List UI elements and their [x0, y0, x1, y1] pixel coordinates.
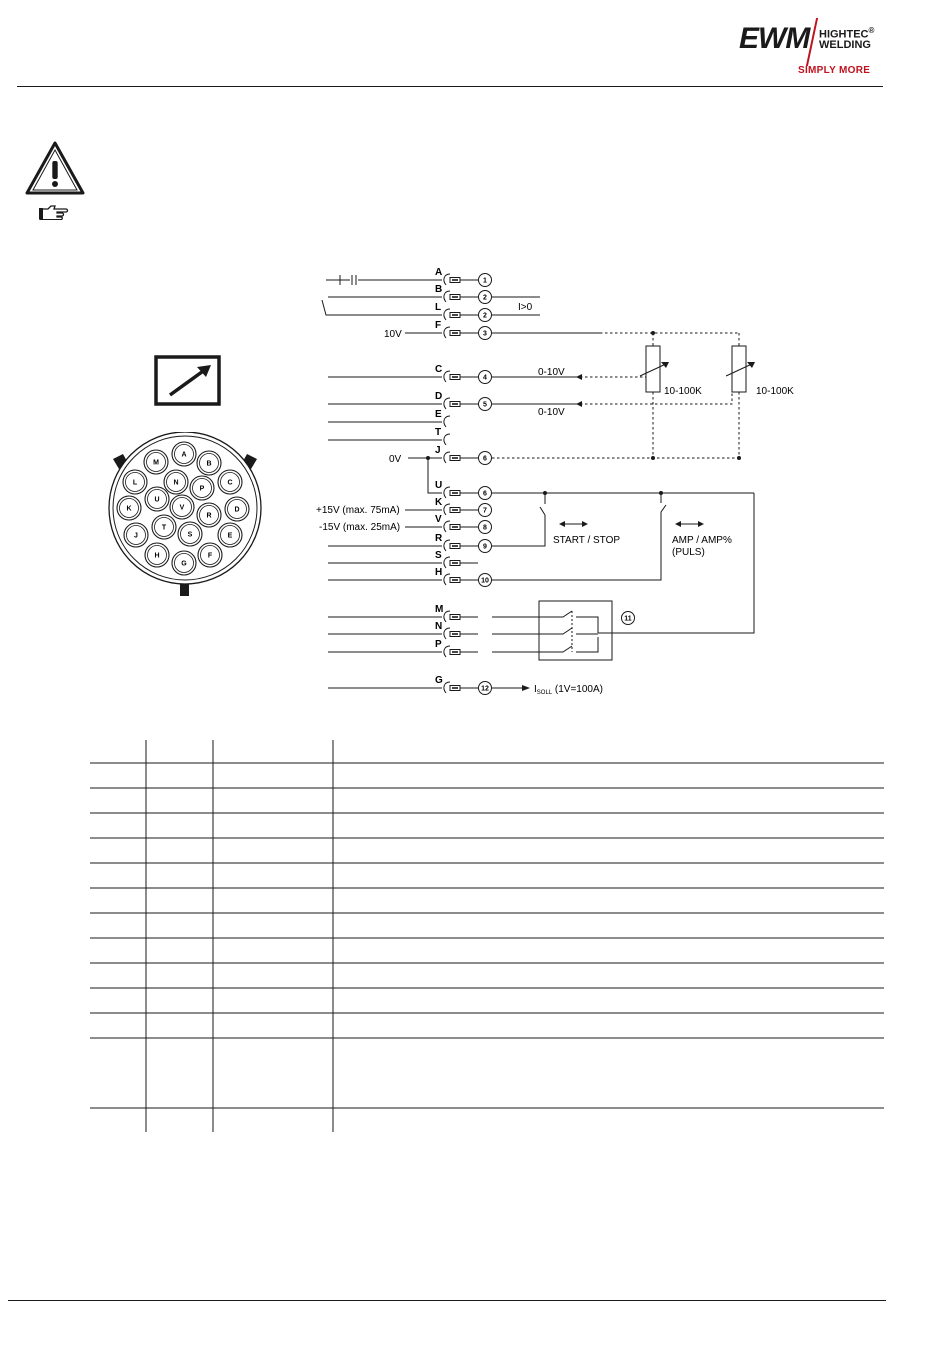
socket-pin-label: L	[132, 479, 138, 487]
label-start-stop: START / STOP	[553, 535, 621, 546]
schematic-pin-p	[435, 639, 478, 657]
schematic-pin-h	[435, 567, 478, 585]
socket-pin-label: J	[134, 532, 138, 540]
terminal-number-7	[479, 504, 492, 517]
terminal-number-label: 7	[483, 507, 487, 515]
logo-hightec: HIGHTEC®	[819, 26, 875, 41]
pointing-hand-icon	[38, 204, 70, 220]
schematic-pin-letter: P	[435, 639, 442, 650]
terminal-number-8	[479, 521, 492, 534]
schematic-pin-letter: T	[435, 427, 442, 438]
terminal-number-10	[479, 574, 492, 587]
socket-pin-label: P	[199, 485, 205, 493]
schematic-pin-letter: M	[435, 604, 444, 615]
socket-pin-label: M	[153, 459, 159, 467]
terminal-number-12	[479, 682, 492, 695]
label-10v: 10V	[384, 329, 402, 340]
footer-rule	[8, 1300, 886, 1301]
schematic-pin-s	[435, 550, 478, 568]
schematic-pin-letter: V	[435, 514, 442, 525]
terminal-number-label: 5	[483, 401, 487, 409]
terminal-number-label: 11	[624, 615, 632, 623]
socket-pin-label: F	[207, 552, 213, 560]
terminal-number-label: 10	[481, 577, 489, 585]
remote-control-arrow-icon	[154, 355, 222, 407]
schematic-pin-letter: B	[435, 284, 443, 295]
terminal-number-label: 6	[483, 490, 487, 498]
schematic-pin-k	[435, 497, 478, 515]
socket-pin-label: S	[187, 531, 193, 539]
socket-pin-d	[225, 497, 249, 521]
socket-pin-k	[117, 496, 141, 520]
socket-pin-f	[198, 543, 222, 567]
socket-19pin	[105, 432, 265, 598]
schematic-pin-f	[435, 320, 478, 338]
schematic-pin-letter: D	[435, 391, 443, 402]
terminal-number-label: 2	[483, 294, 487, 302]
socket-pin-t	[152, 515, 176, 539]
wiring-schematic	[300, 262, 820, 702]
schematic-pin-letter: G	[435, 675, 443, 686]
schematic-pin-c	[435, 364, 478, 382]
label-0v: 0V	[389, 454, 402, 465]
schematic-pin-r	[435, 533, 478, 551]
schematic-pin-l	[435, 302, 478, 320]
socket-pin-label: B	[206, 460, 212, 468]
terminal-number-6	[479, 487, 492, 500]
socket-pin-u	[145, 487, 169, 511]
schematic-pin-letter: C	[435, 364, 443, 375]
label-pot-1: 10-100K	[664, 386, 702, 397]
schematic-pin-j	[435, 445, 478, 463]
schematic-pin-letter: N	[435, 621, 443, 632]
label-pot-2: 10-100K	[756, 386, 794, 397]
schematic-pin-letter: F	[435, 320, 442, 331]
socket-pin-label: K	[126, 505, 132, 513]
socket-pin-s	[178, 522, 202, 546]
schematic-pin-v	[435, 514, 478, 532]
terminal-number-1	[479, 274, 492, 287]
terminal-number-label: 12	[481, 685, 489, 693]
socket-pin-label: A	[181, 451, 187, 459]
label-isoll: $I_{SOLL}$ (1V=100A)	[534, 684, 603, 696]
socket-pin-c	[218, 470, 242, 494]
terminal-number-9	[479, 540, 492, 553]
schematic-pin-b	[435, 284, 478, 302]
schematic-pin-t	[435, 427, 450, 445]
terminal-number-label: 9	[483, 543, 487, 551]
socket-pin-label: N	[173, 479, 179, 487]
schematic-pin-letter: L	[435, 302, 442, 313]
terminal-number-label: 2	[483, 312, 487, 320]
socket-pin-label: T	[161, 524, 167, 532]
socket-pin-label: G	[181, 560, 187, 568]
logo-ewm-text: EWM	[739, 22, 810, 55]
header-rule	[17, 86, 883, 87]
label-amp: AMP / AMP%	[672, 535, 732, 546]
terminal-number-label: 3	[483, 330, 487, 338]
label-minus15v: -15V (max. 25mA)	[319, 522, 401, 533]
schematic-pin-letter: K	[435, 497, 443, 508]
socket-pin-l	[123, 470, 147, 494]
terminal-number-2	[479, 291, 492, 304]
socket-pin-p	[190, 476, 214, 500]
socket-pin-label: H	[154, 552, 160, 560]
socket-pin-h	[145, 543, 169, 567]
label-puls: (PULS)	[672, 547, 705, 558]
label-i-gt-0: I>0	[518, 302, 533, 313]
terminal-number-11	[622, 612, 635, 625]
schematic-pin-u	[435, 480, 478, 498]
schematic-pin-e	[435, 409, 450, 427]
label-plus15v: +15V (max. 75mA)	[316, 505, 400, 516]
socket-pin-r	[197, 503, 221, 527]
terminal-number-label: 6	[483, 455, 487, 463]
schematic-pin-a	[435, 267, 478, 285]
socket-pin-label: E	[227, 532, 233, 540]
terminal-number-label: 8	[483, 524, 487, 532]
schematic-pins	[435, 267, 478, 693]
socket-pin-label: U	[154, 496, 160, 504]
terminal-number-6	[479, 452, 492, 465]
socket-pin-label: V	[179, 504, 185, 512]
schematic-pin-letter: E	[435, 409, 442, 420]
socket-pin-label: R	[206, 512, 212, 520]
socket-pin-v	[170, 495, 194, 519]
schematic-pin-letter: U	[435, 480, 443, 491]
socket-pin-e	[218, 523, 242, 547]
schematic-pin-m	[435, 604, 478, 622]
terminal-number-2	[479, 309, 492, 322]
socket-pin-j	[124, 523, 148, 547]
schematic-pin-letter: H	[435, 567, 443, 578]
schematic-pin-n	[435, 621, 478, 639]
terminal-number-5	[479, 398, 492, 411]
socket-pin-label: C	[227, 479, 233, 487]
terminal-number-4	[479, 371, 492, 384]
schematic-pin-letter: R	[435, 533, 443, 544]
socket-pin-n	[164, 470, 188, 494]
schematic-pin-d	[435, 391, 478, 409]
pin-assignment-table	[88, 738, 886, 1134]
warning-triangle-icon	[24, 140, 86, 196]
schematic-pin-g	[435, 675, 478, 693]
schematic-pin-letter: A	[435, 267, 443, 278]
label-0-10v-b: 0-10V	[538, 407, 565, 418]
logo-slogan: SIMPLY MORE	[798, 65, 871, 76]
socket-pin-a	[172, 442, 196, 466]
logo	[737, 14, 887, 80]
label-0-10v-a: 0-10V	[538, 367, 565, 378]
socket-pin-m	[144, 450, 168, 474]
socket-pin-b	[197, 451, 221, 475]
schematic-pin-letter: J	[435, 445, 441, 456]
terminal-number-label: 4	[483, 374, 487, 382]
socket-pin-label: D	[234, 506, 240, 514]
terminal-number-label: 1	[483, 277, 487, 285]
schematic-numbers	[479, 274, 635, 695]
logo-welding: WELDING	[819, 39, 871, 51]
socket-pin-g	[172, 551, 196, 575]
terminal-number-3	[479, 327, 492, 340]
schematic-pin-letter: S	[435, 550, 442, 561]
